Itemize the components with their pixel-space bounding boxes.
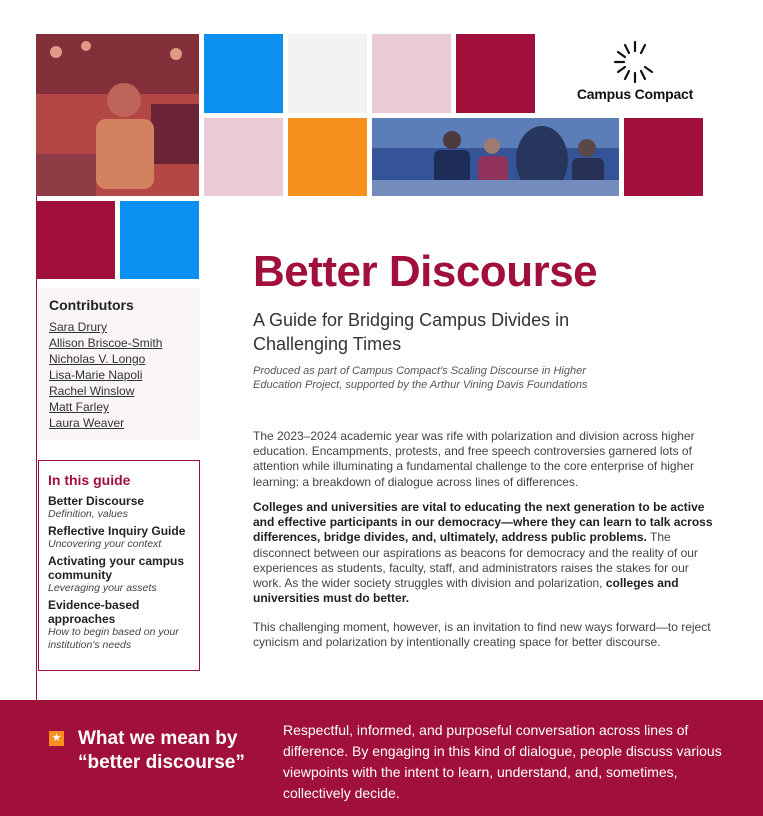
star-icon: ★ — [49, 731, 64, 746]
guide-item-label: Evidence-based approaches — [48, 598, 140, 626]
intro-paragraph: The 2023–2024 academic year was rife with polarization and division across higher education. Encampments, protests, and free speech controversies garnered lots of attention while illuminating a fundamental challenge to the core enterprise of higher learning: a breakdown of dialogue across lines of differences. — [253, 429, 695, 489]
invitation-paragraph: This challenging moment, however, is an invitation to find new ways forward—to reject cynicism and polarization by intentionally creating space for better discourse. — [253, 620, 711, 650]
guide-item[interactable] — [48, 524, 191, 551]
contributor-link[interactable]: Nicholas V. Longo — [49, 352, 146, 366]
contributor-link[interactable]: Allison Briscoe-Smith — [49, 336, 163, 350]
contributor-link[interactable]: Lisa-Marie Napoli — [49, 368, 143, 382]
guide-item-sub: Uncovering your context — [48, 538, 162, 550]
guide-item[interactable] — [48, 494, 191, 521]
guide-item-label: Reflective Inquiry Guide — [48, 524, 186, 538]
banner-definition: Respectful, informed, and purposeful conversation across lines of difference. By engaging in this kind of dialogue, people discuss various viewpoints with the intent to learn, understand, and, sometimes, collectively decide. — [283, 722, 722, 801]
contributor-link[interactable]: Laura Weaver — [49, 416, 125, 430]
campus-compact-logo — [570, 40, 700, 110]
contributors-heading: Contributors — [49, 297, 134, 313]
tile-crimson-2 — [624, 118, 703, 196]
tile-pink — [372, 34, 451, 113]
contributor-link[interactable]: Rachel Winslow — [49, 384, 135, 398]
contributors-box — [38, 288, 200, 440]
tile-blue — [204, 34, 283, 113]
contributor-link[interactable]: Sara Drury — [49, 320, 108, 334]
vital-paragraph — [253, 500, 713, 606]
guide-item[interactable] — [48, 598, 191, 652]
tile-orange — [288, 118, 367, 196]
tile-pink-2 — [204, 118, 283, 196]
guide-item-sub: Leveraging your assets — [48, 582, 157, 594]
tile-blue-2 — [120, 201, 199, 279]
meeting-photo — [372, 118, 619, 196]
tile-grey — [288, 34, 367, 113]
tile-crimson-3 — [36, 201, 115, 279]
guide-item-label: Better Discourse — [48, 494, 145, 508]
contributor-link[interactable]: Matt Farley — [49, 400, 110, 414]
students-photo — [36, 34, 199, 196]
page-subtitle: A Guide for Bridging Campus Divides in Challenging Times — [253, 310, 570, 354]
guide-item-sub: Definition, values — [48, 508, 128, 520]
logo-text: Campus Compact — [576, 86, 694, 102]
page-title: Better Discourse — [253, 247, 598, 296]
vital-rest: The disconnect between our aspirations as beacons for democracy and the reality of our experiences as students, faculty, staff, and administrators raises the stakes for our work. As the wider society struggles with division and polarization, — [253, 530, 698, 591]
produced-note: Produced as part of Campus Compact's Scaling Discourse in Higher Education Project, supported by the Arthur Vining Davis Foundations — [253, 365, 588, 391]
compass-icon — [613, 40, 657, 84]
guide-item-label: Activating your campus community — [48, 554, 185, 582]
banner-heading: What we mean by “better discourse” — [78, 728, 245, 773]
tile-crimson — [456, 34, 535, 113]
guide-item-sub: How to begin based on your institution's needs — [48, 626, 179, 651]
vital-bold-end: colleges and universities must do better. — [253, 576, 679, 606]
guide-item[interactable] — [48, 554, 191, 595]
in-this-guide-box — [38, 460, 200, 671]
guide-heading: In this guide — [48, 472, 131, 488]
vital-bold: Colleges and universities are vital to educating the next generation to be active and effective participants in our democracy—where they can learn to talk across differences, bridge divides, and, ultimately, address public problems. — [253, 500, 713, 545]
